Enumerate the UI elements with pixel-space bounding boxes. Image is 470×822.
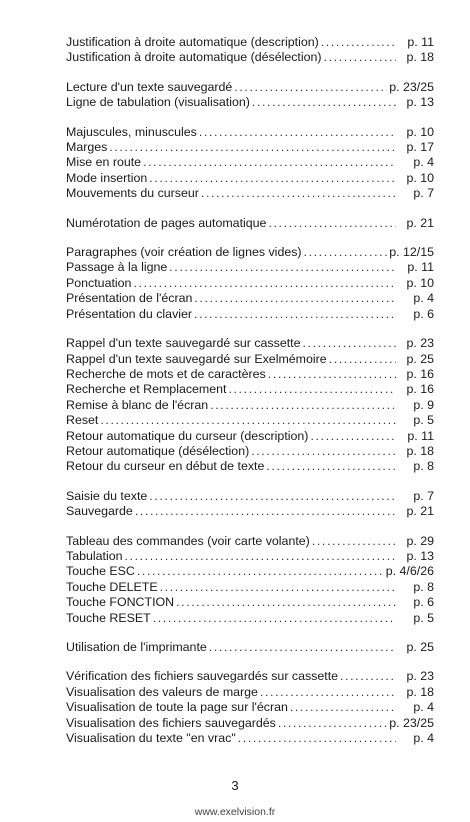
index-entry [66,564,434,579]
index-entry [66,716,434,731]
index-entry [66,125,434,140]
leader-dots [251,444,396,459]
entry-page: p. 10 [406,170,434,185]
index-entry [66,50,434,65]
index-entry [66,155,434,170]
entry-page: p. 23 [406,336,434,351]
entry-label: Passage à la ligne [66,260,168,275]
entry-page: p. 10 [406,275,434,290]
index-entry [66,700,434,715]
entry-page: p. 7 [413,186,434,201]
leader-dots [278,716,387,731]
index-group [66,336,434,475]
leader-dots [100,413,396,428]
entry-label: Visualisation du texte "en vrac" [66,731,236,746]
entry-page: p. 4/6/26 [385,564,434,579]
leader-dots [290,700,396,715]
index-group [66,216,434,231]
entry-label: Remise à blanc de l'écran [66,397,209,412]
entry-label: Présentation du clavier [66,306,193,321]
entry-label: Touche RESET [66,610,151,625]
index-entry [66,140,434,155]
entry-label: Retour automatique (désélection) [66,443,250,458]
entry-page: p. 21 [406,504,434,519]
entry-label: Utilisation de l'imprimante [66,640,207,654]
leader-dots [194,291,396,306]
leader-dots [210,398,396,413]
leader-dots [312,534,396,549]
index-entry [66,398,434,413]
entry-page: p. 6 [413,595,434,610]
index-entry [66,291,434,306]
entry-label: Reset [66,413,99,428]
index-entry [66,444,434,459]
entry-page: p. 13 [406,95,434,110]
leader-dots [149,489,396,504]
index-entry [66,504,434,519]
index-entry [66,580,434,595]
entry-label: Majuscules, minuscules [66,124,197,139]
index-group [66,35,434,66]
index-group [66,245,434,322]
leader-dots [252,95,396,110]
index-group [66,669,434,746]
entry-page: p. 10 [406,124,434,139]
leader-dots [169,260,396,275]
index-entry [66,260,434,275]
entry-page: p. 4 [413,700,434,715]
index-entry [66,307,434,322]
leader-dots [153,611,396,626]
entry-page: p. 11 [407,428,434,443]
entry-page: p. 4 [413,155,434,170]
index-entry [66,731,434,746]
index-group [66,534,434,626]
entry-page: p. 8 [413,459,434,474]
leader-dots [228,382,396,397]
entry-label: Recherche et Remplacement [66,382,227,397]
leader-dots [238,731,396,746]
entry-page: p. 4 [413,291,434,306]
entry-page: p. 12/15 [389,245,434,260]
leader-dots [321,35,396,50]
entry-label: Lecture d'un texte sauvegardé [66,79,233,94]
entry-label: Vérification des fichiers sauvegardés sur cassette [66,669,339,684]
entry-label: Sauvegarde [66,504,133,519]
entry-label: Rappel d'un texte sauvegardé sur cassette [66,336,301,351]
entry-page: p. 13 [406,548,434,563]
entry-page: p. 11 [407,260,434,275]
footer-url: www.exelvision.fr [194,806,276,818]
index-entry [66,685,434,700]
index-entry [66,459,434,474]
index-entry [66,595,434,610]
entry-page: p. 16 [406,382,434,397]
entry-page: p. 5 [413,413,434,428]
entry-label: Retour automatique du curseur (description) [66,428,309,443]
index-entry [66,216,434,231]
entry-label: Ligne de tabulation (visualisation) [66,95,250,110]
entry-page: p. 25 [406,351,434,366]
index-entry [66,352,434,367]
entry-page: p. 18 [406,50,434,65]
index-entry [66,95,434,110]
index-entry [66,413,434,428]
entry-label: Paragraphes (voir création de lignes vides) [66,245,302,260]
entry-label: Saisie du texte [66,488,148,503]
leader-dots [304,245,388,260]
entry-label: Mouvements du curseur [66,186,199,201]
entry-page: p. 18 [406,443,434,458]
index-entry [66,367,434,382]
index-entry [66,611,434,626]
entry-label: Mode insertion [66,170,148,185]
index-entry [66,336,434,351]
leader-dots [310,429,396,444]
leader-dots [109,140,396,155]
entry-label: Numérotation de pages automatique [66,215,267,230]
entry-page: p. 5 [413,610,434,625]
entry-page: p. 7 [413,488,434,503]
leader-dots [209,640,396,655]
leader-dots [260,685,396,700]
index-entry [66,35,434,50]
index-entry [66,669,434,684]
leader-dots [324,50,396,65]
entry-label: Justification à droite automatique (description) [66,35,319,49]
entry-label: Justification à droite automatique (désélection) [66,50,322,65]
entry-page: p. 23/25 [389,715,434,730]
leader-dots [176,595,396,610]
index-entry [66,640,434,655]
entry-label: Touche ESC [66,564,135,579]
leader-dots [149,171,396,186]
leader-dots [133,276,396,291]
index-group [66,489,434,520]
entry-label: Présentation de l'écran [66,291,193,306]
entry-label: Touche DELETE [66,579,158,594]
entry-label: Touche FONCTION [66,595,175,610]
entry-label: Visualisation des valeurs de marge [66,684,258,699]
index-entry [66,276,434,291]
leader-dots [266,459,396,474]
entry-label: Tableau des commandes (voir carte volante) [66,533,310,548]
entry-label: Marges [66,140,108,155]
leader-dots [194,307,396,322]
entry-page: p. 23/25 [389,79,434,94]
index-list [66,35,434,760]
leader-dots [160,580,396,595]
entry-label: Mise en route [66,155,142,170]
entry-page: p. 16 [406,366,434,381]
entry-label: Ponctuation [66,275,132,290]
entry-label: Recherche de mots et de caractères [66,366,266,381]
index-entry [66,80,434,95]
leader-dots [303,336,397,351]
entry-page: p. 25 [406,640,434,654]
entry-label: Visualisation de toute la page sur l'écran [66,700,288,715]
entry-page: p. 6 [413,306,434,321]
index-entry [66,489,434,504]
entry-label: Visualisation des fichiers sauvegardés [66,715,276,730]
entry-page: p. 8 [413,579,434,594]
index-entry [66,549,434,564]
index-entry [66,171,434,186]
leader-dots [199,125,396,140]
leader-dots [329,352,396,367]
index-group [66,640,434,655]
index-group [66,125,434,202]
entry-page: p. 29 [406,533,434,548]
entry-label: Tabulation [66,548,123,563]
leader-dots [268,367,396,382]
index-group [66,80,434,111]
entry-page: p. 18 [406,684,434,699]
index-entry [66,429,434,444]
entry-page: p. 17 [406,140,434,155]
page-number: 3 [231,778,239,793]
leader-dots [268,216,396,231]
leader-dots [135,504,396,519]
entry-page: p. 4 [413,731,434,746]
entry-page: p. 9 [413,397,434,412]
leader-dots [137,564,384,579]
index-entry [66,245,434,260]
index-entry [66,534,434,549]
leader-dots [143,155,396,170]
entry-page: p. 11 [407,35,434,49]
leader-dots [340,669,396,684]
leader-dots [125,549,397,564]
entry-page: p. 23 [406,669,434,684]
entry-label: Rappel d'un texte sauvegardé sur Exelmémoire [66,351,327,366]
leader-dots [201,186,396,201]
index-entry [66,382,434,397]
leader-dots [234,80,387,95]
index-entry [66,186,434,201]
entry-label: Retour du curseur en début de texte [66,459,265,474]
entry-page: p. 21 [406,215,434,230]
